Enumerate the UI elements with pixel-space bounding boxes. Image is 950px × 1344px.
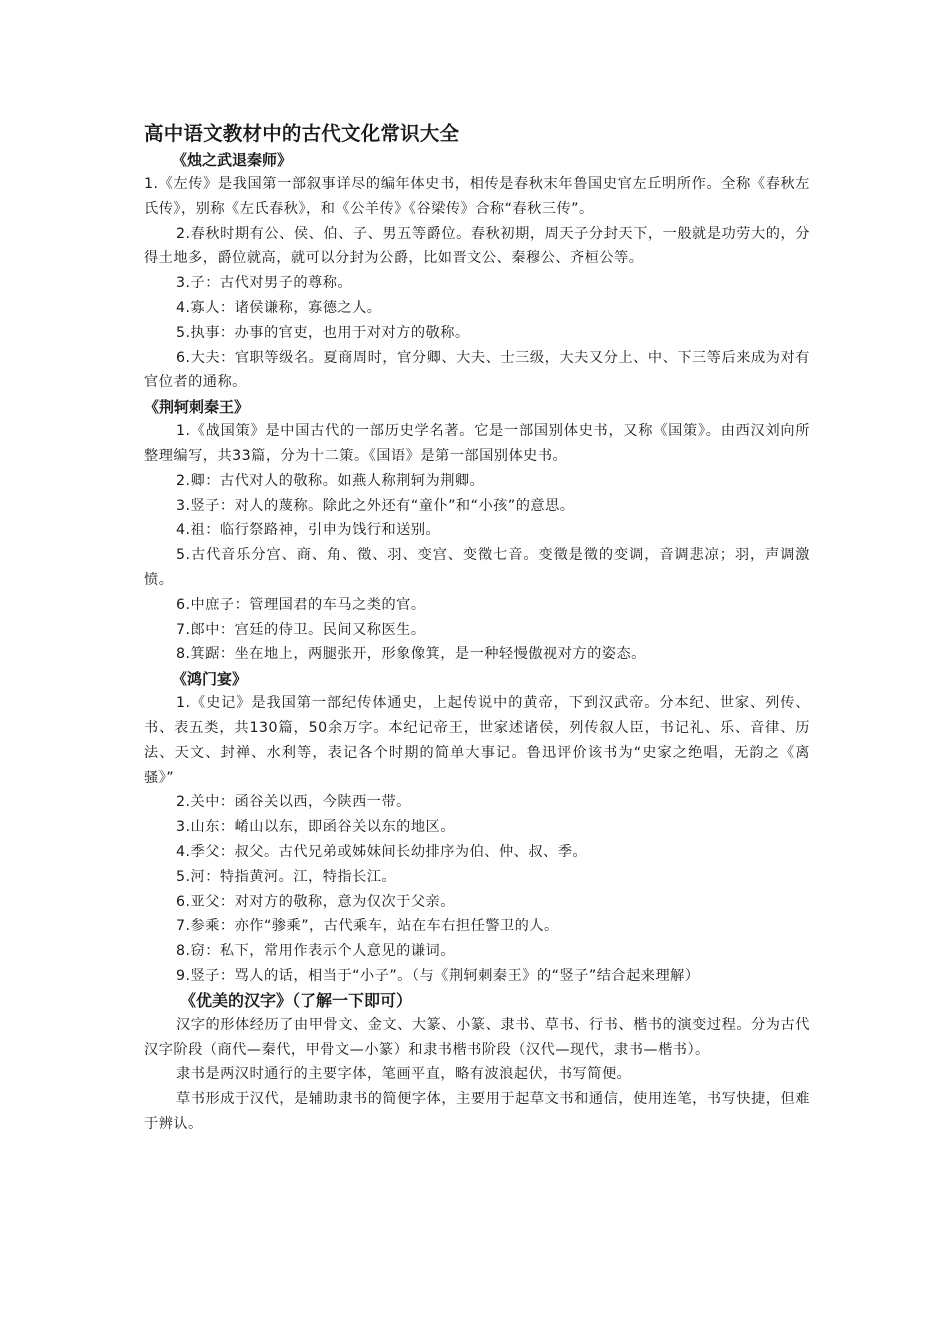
paragraph: 2.春秋时期有公、侯、伯、子、男五等爵位。春秋初期，周天子分封天下，一般就是功劳大的，分得土地多，爵位就高，就可以分封为公爵，比如晋文公、秦穆公、齐桓公等。 [144, 225, 810, 267]
paragraph: 隶书是两汉时通行的主要字体，笔画平直，略有波浪起伏，书写简便。 [176, 1066, 632, 1083]
paragraph: 7.郎中：宫廷的侍卫。民间又称医生。 [176, 621, 426, 638]
paragraph: 草书形成于汉代，是辅助隶书的简便字体，主要用于起草文书和通信，使用连笔，书写快捷，但难于辨认。 [144, 1091, 810, 1132]
paragraph: 2.关中：函谷关以西，今陕西一带。 [176, 794, 411, 811]
paragraph: 8.窃：私下，常用作表示个人意见的谦词。 [176, 943, 455, 960]
document-page [144, 120, 810, 1137]
paragraph: 4.祖：临行祭路神，引申为饯行和送别。 [176, 522, 441, 539]
paragraph: 5.古代音乐分宫、商、角、徵、羽、变宫、变徵七音。变徵是徵的变调，音调悲凉；羽，声调激愤。 [144, 547, 810, 588]
paragraph: 3.山东：崤山以东，即函谷关以东的地区。 [176, 819, 455, 836]
section-heading: 《鸿门宴》 [172, 670, 248, 689]
section-heading: 《荆轲刺秦王》 [144, 398, 250, 417]
section-heading: 《优美的汉字》（了解一下即可） [180, 990, 413, 1010]
section-hanzi [144, 989, 810, 1137]
paragraph: 2.卿：古代对人的敬称。如燕人称荆轲为荆卿。 [176, 472, 485, 489]
paragraph: 5.执事：办事的官吏，也用于对对方的敬称。 [176, 324, 470, 341]
section-heading: 《烛之武退秦师》 [172, 151, 293, 169]
paragraph: 1.《史记》是我国第一部纪传体通史，上起传说中的黄帝，下到汉武帝。分本纪、世家、列传、书、表五类，共130篇，50余万字。本纪记帝王，世家述诸侯，列传叙人臣，书记礼、乐、音律、历法、天文、封禅、水利等，表记各个时期的简单大事记。鲁迅评价该书为“史家之绝唱，无韵之《离骚》” [144, 695, 810, 786]
paragraph: 7.参乘：亦作“骖乘”，古代乘车，站在车右担任警卫的人。 [176, 918, 559, 935]
paragraph: 9.竖子：骂人的话，相当于“小子”。（与《荆轲刺秦王》的“竖子”结合起来理解） [176, 967, 700, 984]
paragraph: 汉字的形体经历了由甲骨文、金文、大篆、小篆、隶书、草书、行书、楷书的演变过程。分为古代汉字阶段（商代—秦代，甲骨文—小篆）和隶书楷书阶段（汉代—现代，隶书—楷书）。 [144, 1016, 810, 1058]
paragraph: 4.季父：叔父。古代兄弟或姊妹间长幼排序为伯、仲、叔、季。 [176, 843, 588, 860]
section-zhuzhiwu [144, 148, 810, 395]
paragraph: 6.中庶子：管理国君的车马之类的官。 [176, 596, 426, 613]
paragraph: 5.河：特指黄河。江，特指长江。 [176, 868, 397, 885]
paragraph: 3.子：古代对男子的尊称。 [176, 275, 353, 292]
document-title: 高中语文教材中的古代文化常识大全 [144, 122, 460, 145]
paragraph: 6.大夫：官职等级名。夏商周时，官分卿、大夫、士三级，大夫又分上、中、下三等后来成为对有官位者的通称。 [144, 349, 810, 391]
section-jingke [144, 395, 810, 667]
paragraph: 4.寡人：诸侯谦称，寡德之人。 [176, 299, 382, 316]
paragraph: 1.《战国策》是中国古代的一部历史学名著。它是一部国别体史书，又称《国策》。由西汉刘向所整理编写，共33篇，分为十二策。《国语》是第一部国别体史书。 [144, 423, 810, 464]
paragraph: 6.亚父：对对方的敬称，意为仅次于父亲。 [176, 893, 455, 910]
paragraph: 1.《左传》是我国第一部叙事详尽的编年体史书，相传是春秋末年鲁国史官左丘明所作。全称《春秋左氏传》，别称《左氏春秋》，和《公羊传》《谷梁传》合称“春秋三传”。 [144, 176, 810, 217]
paragraph: 8.箕踞：坐在地上，两腿张开，形象像箕，是一种轻慢傲视对方的姿态。 [176, 646, 646, 663]
section-hongmenyan [144, 667, 810, 989]
paragraph: 3.竖子：对人的蔑称。除此之外还有“童仆”和“小孩”的意思。 [176, 497, 575, 514]
